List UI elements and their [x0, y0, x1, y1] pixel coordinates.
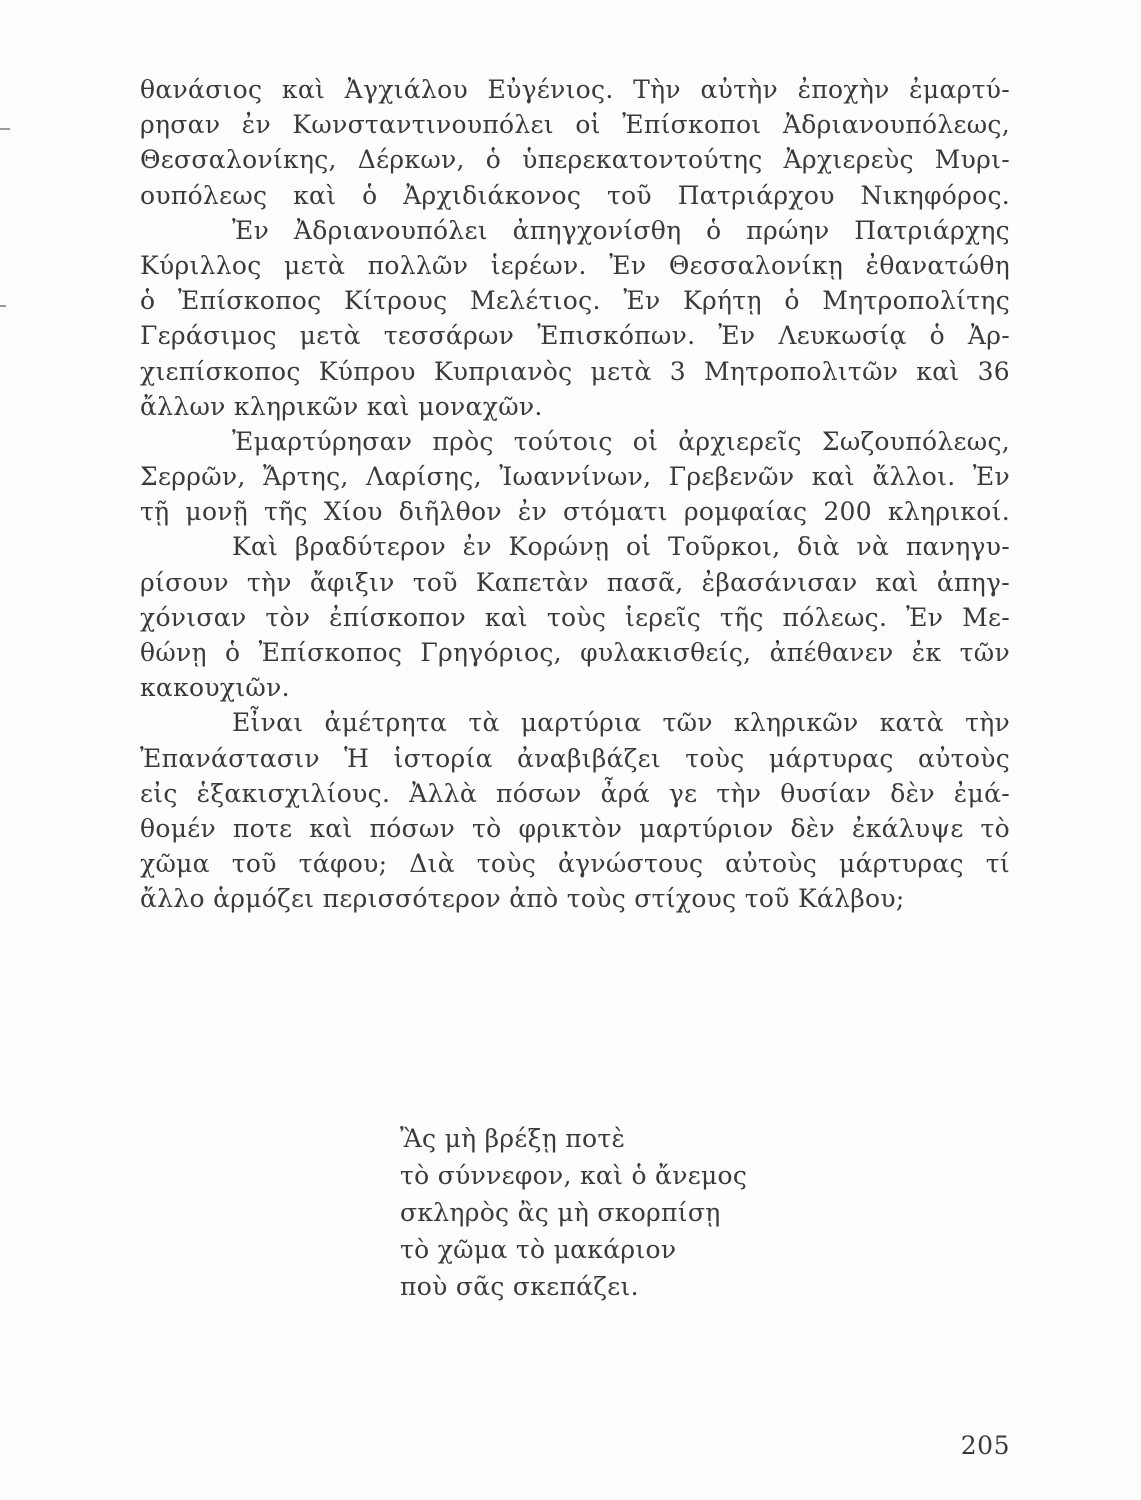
paragraph: [140, 213, 1010, 424]
paragraph: [140, 529, 1010, 705]
text-line: ρησαν ἐν Κωνσταντινουπόλει οἱ Ἐπίσκοποι Ἀδριανουπόλεως,: [140, 110, 1010, 140]
text-line: ὁ Ἐπίσκοπος Κίτρους Μελέτιος. Ἐν Κρήτῃ ὁ Μητροπολίτης: [140, 286, 1010, 316]
text-line: Σερρῶν, Ἄρτης, Λαρίσης, Ἰωαννίνων, Γρεβενῶν καὶ ἄλλοι. Ἐν: [140, 462, 1010, 492]
poem-line: τὸ χῶμα τὸ μακάριον: [400, 1235, 677, 1264]
text-line: Ἐπανάστασιν Ἡ ἱστορία ἀναβιβάζει τοὺς μάρτυρας αὐτοὺς: [140, 743, 1010, 773]
text-line: χῶμα τοῦ τάφου; Διὰ τοὺς ἀγνώστους αὐτοὺς μάρτυρας τί: [140, 849, 1010, 879]
paragraph: [140, 705, 1010, 916]
text-line: θώνῃ ὁ Ἐπίσκοπος Γρηγόριος, φυλακισθείς, ἀπέθανεν ἐκ τῶν: [140, 638, 1010, 667]
poem-line: ποὺ σᾶς σκεπάζει.: [400, 1272, 639, 1301]
poem-line: Ἂς μὴ βρέξῃ ποτὲ: [400, 1124, 626, 1153]
text-line: ἄλλων κληρικῶν καὶ μοναχῶν.: [140, 391, 543, 421]
text-line: χιεπίσκοπος Κύπρου Κυπριανὸς μετὰ 3 Μητροπολιτῶν καὶ 36: [140, 356, 1010, 386]
text-line: ουπόλεως καὶ ὁ Ἀρχιδιάκονος τοῦ Πατριάρχου Νικηφόρος.: [140, 180, 1010, 210]
poem-line: τὸ σύννεφον, καὶ ὁ ἄνεμος: [400, 1161, 748, 1190]
text-line: θανάσιος καὶ Ἀγχιάλου Εὐγένιος. Τὴν αὐτὴν ἐποχὴν ἐμαρτύ-: [140, 75, 1010, 104]
paragraph: [140, 72, 1010, 213]
text-line: θομέν ποτε καὶ πόσων τὸ φρικτὸν μαρτύριον δὲν ἐκάλυψε τὸ: [140, 813, 1010, 843]
text-line: Κύριλλος μετὰ πολλῶν ἱερέων. Ἐν Θεσσαλονίκῃ ἐθανατώθη: [140, 250, 1010, 280]
text-line: Θεσσαλονίκης, Δέρκων, ὁ ὑπερεκατοντούτης Ἀρχιερεὺς Μυρι-: [140, 145, 1010, 175]
text-line: χόνισαν τὸν ἐπίσκοπον καὶ τοὺς ἱερεῖς τῆς πόλεως. Ἐν Με-: [140, 602, 1010, 632]
text-line: κακουχιῶν.: [140, 673, 290, 703]
text-line: Εἶναι ἀμέτρητα τὰ μαρτύρια τῶν κληρικῶν κατὰ τὴν: [232, 708, 1010, 738]
text-line: Ἐν Ἀδριανουπόλει ἀπηγχονίσθη ὁ πρώην Πατριάρχης: [232, 215, 1010, 245]
page-number: 205: [960, 1431, 1010, 1460]
body-text: [140, 72, 1010, 917]
text-line: ρίσουν τὴν ἄφιξιν τοῦ Καπετὰν πασᾶ, ἐβασάνισαν καὶ ἀπηγ-: [140, 567, 1010, 597]
text-line: Ἐμαρτύρησαν πρὸς τούτοις οἱ ἀρχιερεῖς Σωζουπόλεως,: [232, 426, 1010, 456]
poem-quotation: [400, 1120, 820, 1305]
margin-mark: [0, 128, 10, 130]
paragraph: [140, 424, 1010, 530]
text-line: Καὶ βραδύτερον ἐν Κορώνῃ οἱ Τοῦρκοι, διὰ νὰ πανηγυ-: [232, 532, 1010, 562]
text-line: εἰς ἑξακισχιλίους. Ἀλλὰ πόσων ἆρά γε τὴν θυσίαν δὲν ἐμά-: [140, 778, 1010, 808]
text-line: τῇ μονῇ τῆς Χίου διῆλθον ἐν στόματι ρομφαίας 200 κληρικοί.: [140, 497, 1010, 527]
margin-mark: [0, 305, 6, 307]
text-line: Γεράσιμος μετὰ τεσσάρων Ἐπισκόπων. Ἐν Λευκωσίᾳ ὁ Ἀρ-: [140, 321, 1010, 351]
text-line: ἄλλο ἁρμόζει περισσότερον ἀπὸ τοὺς στίχους τοῦ Κάλβου;: [140, 884, 905, 914]
poem-line: σκληρὸς ἂς μὴ σκορπίσῃ: [400, 1198, 721, 1227]
